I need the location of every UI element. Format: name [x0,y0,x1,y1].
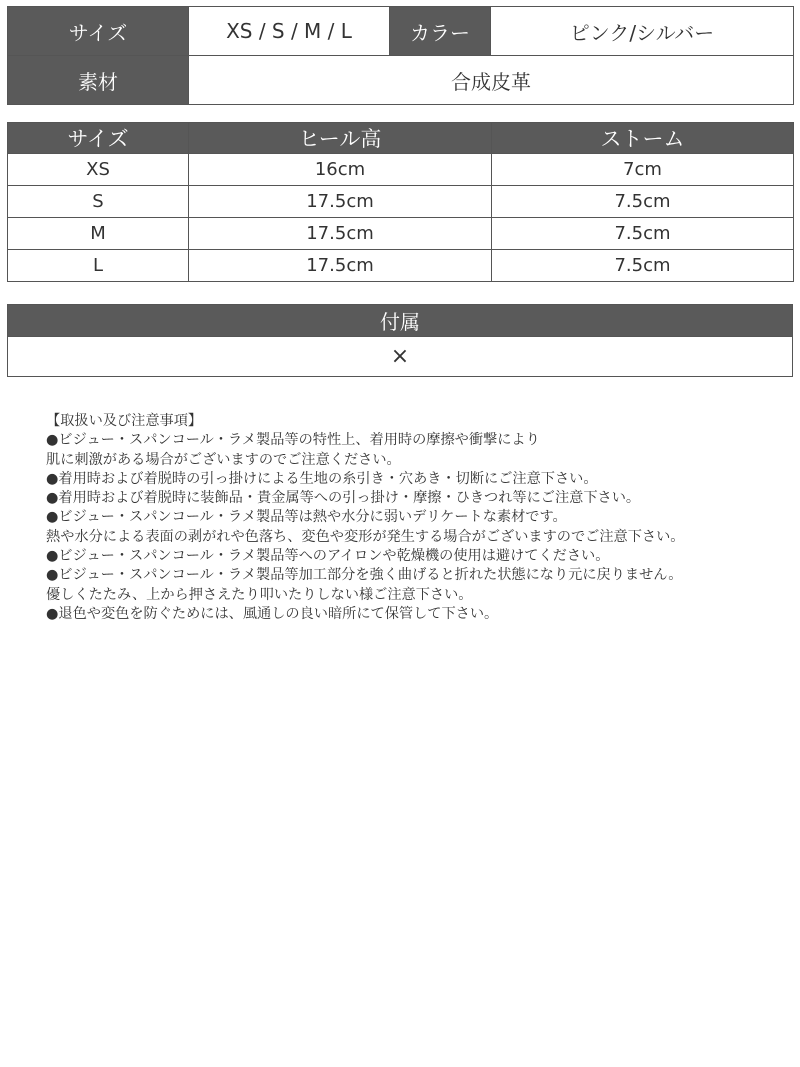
storm-column-header: ストーム [492,123,794,154]
accessories-header-row [8,305,793,337]
material-value: 合成皮革 [189,56,794,105]
storm-cell: 7.5cm [492,186,794,218]
color-value: ピンク/シルバー [491,7,794,56]
storm-cell: 7cm [492,154,794,186]
material-label: 素材 [8,56,189,105]
heel-height-cell: 17.5cm [189,250,492,282]
size-value: XS / S / M / L [189,7,390,56]
spec-row-material [8,56,794,105]
care-note-line: 肌に刺激がある場合がございますのでご注意ください。 [46,451,401,468]
size-cell: XS [8,154,189,186]
care-notes-title: 【取扱い及び注意事項】 [46,413,203,429]
heel-height-cell: 16cm [189,154,492,186]
care-notes [46,412,796,624]
size-cell: L [8,250,189,282]
size-cell: S [8,186,189,218]
accessories-label: 付属 [8,305,793,337]
care-note-line: 熱や水分による表面の剥がれや色落ち、変色や変形が発生する場合がございますのでご注意下さい。 [46,528,685,545]
table-row [8,250,794,282]
table-row [8,186,794,218]
size-table-header [8,123,794,154]
storm-cell: 7.5cm [492,218,794,250]
care-note-line: ●着用時および着脱時の引っ掛けによる生地の糸引き・穴あき・切断にご注意下さい。 [46,470,598,487]
accessories-value: × [8,337,793,377]
spec-row-size-color [8,7,794,56]
heel-height-cell: 17.5cm [189,218,492,250]
spec-table [7,6,794,105]
table-row [8,154,794,186]
care-note-line: ●ビジュー・スパンコール・ラメ製品等の特性上、着用時の摩擦や衝撃により [46,432,540,449]
size-label: サイズ [8,7,189,56]
care-note-line: ●退色や変色を防ぐためには、風通しの良い暗所にて保管して下さい。 [46,605,499,622]
care-note-line: ●ビジュー・スパンコール・ラメ製品等加工部分を強く曲げると折れた状態になり元に戻りません。 [46,567,683,584]
heel-height-column-header: ヒール高 [189,123,492,154]
color-label: カラー [390,7,491,56]
care-note-line: ●着用時および着脱時に装飾品・貴金属等への引っ掛け・摩擦・ひきつれ等にご注意下さい。 [46,490,641,507]
table-row [8,218,794,250]
size-cell: M [8,218,189,250]
size-table [7,122,794,282]
care-note-line: 優しくたたみ、上から押さえたり叩いたりしない様ご注意下さい。 [46,586,473,603]
storm-cell: 7.5cm [492,250,794,282]
heel-height-cell: 17.5cm [189,186,492,218]
accessories-value-row [8,337,793,377]
accessories-table [7,304,793,377]
size-column-header: サイズ [8,123,189,154]
care-note-line: ●ビジュー・スパンコール・ラメ製品等は熱や水分に弱いデリケートな素材です。 [46,509,567,526]
care-note-line: ●ビジュー・スパンコール・ラメ製品等へのアイロンや乾燥機の使用は避けてください。 [46,548,610,565]
